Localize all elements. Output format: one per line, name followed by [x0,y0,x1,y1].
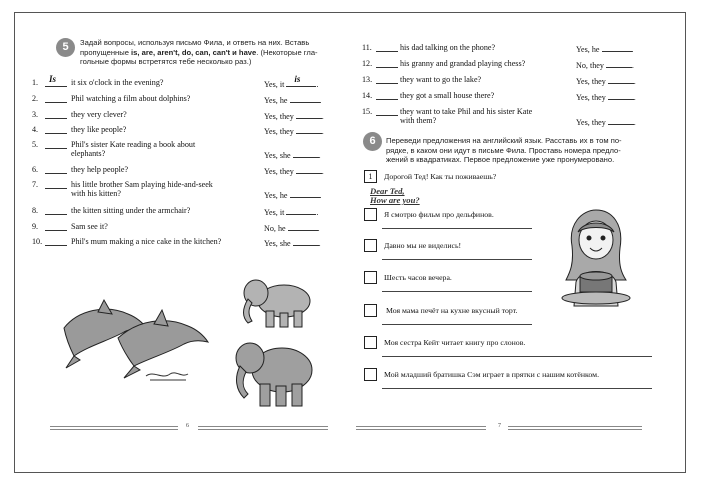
translation-answer-line[interactable] [382,324,532,325]
left-page-number: 6 [186,423,189,429]
item-number: 3. [32,110,39,119]
short-answer-text: Yes, they [576,93,608,102]
item-number: 5. [32,140,39,149]
handwritten-answer-line-1: Dear Ted, [370,186,405,196]
answer-blank[interactable] [608,91,634,100]
short-answer [576,91,636,103]
verb-blank[interactable] [45,206,67,215]
left-item [32,206,332,217]
answer-period: . [633,93,636,102]
right-page-number: 7 [498,423,501,429]
verb-blank[interactable] [45,140,67,149]
right-item [362,43,654,54]
item-number: 15. [362,107,373,116]
item-number: 4. [32,125,39,134]
question-text: his little brother Sam playing hide-and-seek [71,180,213,189]
question-text: Phil's mum making a nice cake in the kitchen? [71,237,222,246]
sentence-number-box[interactable] [364,271,377,284]
left-footer-rule-left-2 [50,429,178,430]
verb-blank[interactable] [45,94,67,103]
short-answer-text: No, they [576,61,606,70]
answer-period: . [319,191,322,200]
right-item [362,91,654,102]
answer-period: . [318,151,321,160]
short-answer-text: No, he [264,224,288,233]
left-item [32,237,332,248]
right-footer-rule-left-2 [356,429,486,430]
item-number: 9. [32,222,39,231]
question-text-continued: with his kitten? [71,189,121,198]
short-answer [264,189,322,201]
answer-blank[interactable] [288,222,318,231]
answer-blank[interactable] [606,59,632,68]
left-item [32,94,332,105]
verb-blank[interactable] [376,91,398,100]
verb-blank[interactable] [376,43,398,52]
answer-period: . [633,118,636,127]
short-answer [264,74,319,90]
sentence-number-box[interactable] [364,368,377,381]
right-footer-rule-left [356,426,486,427]
short-answer-text: Yes, he [264,96,290,105]
answer-blank[interactable] [296,125,322,134]
short-answer-text: Yes, they [576,77,608,86]
russian-sentence: Мой младший братишка Сэм играет в прятки с нашим котёнком. [384,370,600,379]
item-number: 12. [362,59,373,68]
item-number: 10. [32,237,43,246]
answer-blank[interactable] [602,43,632,52]
short-answer [264,149,321,161]
translation-answer-line[interactable] [382,388,652,389]
verb-blank[interactable] [376,59,398,68]
short-answer [576,75,636,87]
short-answer [576,59,634,71]
short-answer [264,125,324,137]
russian-sentence: Давно мы не виделись! [384,241,462,250]
verb-blank[interactable] [45,125,67,134]
sentence-number-box[interactable] [364,208,377,221]
answer-period: . [321,167,324,176]
item-number: 8. [32,206,39,215]
question-text: his granny and grandad playing chess? [400,59,526,68]
short-answer-text: Yes, she [264,151,293,160]
right-item [362,75,654,86]
short-answer [264,222,320,234]
left-item [32,74,332,89]
answer-period: . [318,239,321,248]
right-footer-rule-right-2 [508,429,642,430]
short-answer-text: Yes, they [264,167,296,176]
handwritten-answer-line-2: How are you? [370,195,420,205]
answer-period: . [633,77,636,86]
verb-blank[interactable] [45,180,67,189]
right-footer-rule-right [508,426,642,427]
answer-period: . [316,208,319,217]
answer-blank-fill: is [294,74,301,84]
left-footer-rule-left [50,426,178,427]
question-text: Phil watching a film about dolphins? [71,94,191,103]
verb-blank[interactable] [376,75,398,84]
left-item [32,110,332,121]
translation-answer-line[interactable] [382,228,532,229]
short-answer-text: Yes, he [264,191,290,200]
question-text: they want to go the lake? [400,75,482,84]
short-answer [264,237,321,249]
answer-period: . [316,80,319,89]
left-item [32,180,332,200]
answer-blank[interactable] [293,149,319,158]
answer-period: . [631,45,634,54]
verb-blank[interactable] [45,110,67,119]
item-number: 14. [362,91,373,100]
sentence-number-box[interactable] [364,304,377,317]
translation-answer-line[interactable] [382,259,532,260]
short-answer-text: Yes, they [264,127,296,136]
question-text-continued: with them? [400,116,437,125]
short-answer [264,110,324,122]
first-sentence: Дорогой Тед! Как ты поживаешь? [384,172,497,181]
answer-blank[interactable] [290,189,320,198]
question-text: they like people? [71,125,127,134]
item-number: 7. [32,180,39,189]
question-text-continued: elephants? [71,149,106,158]
question-text: it six o'clock in the evening? [71,78,164,87]
item-number: 6. [32,165,39,174]
answer-period: . [319,96,322,105]
translation-answer-line[interactable] [382,291,532,292]
verb-blank[interactable] [45,237,67,246]
question-text: they got a small house there? [400,91,495,100]
left-footer-rule-right-2 [198,429,328,430]
question-text: Sam see it? [71,222,108,231]
russian-sentence: Моя мама печёт на кухне вкусный торт. [386,306,518,315]
left-item [32,125,332,136]
short-answer-text: Yes, it [264,80,287,89]
verb-blank[interactable] [45,222,67,231]
answer-period: . [321,112,324,121]
left-item [32,140,332,160]
short-answer-text: Yes, they [576,118,608,127]
elephant-large-illustration [230,334,318,414]
question-text: they want to take Phil and his sister Kate [400,107,533,116]
short-answer-text: Yes, he [576,45,602,54]
right-item [362,107,654,127]
short-answer-text: Yes, they [264,112,296,121]
short-answer [264,206,318,218]
translation-answer-line[interactable] [382,356,652,357]
answer-period: . [321,127,324,136]
question-text: they help people? [71,165,129,174]
verb-blank-answer: Is [49,74,57,84]
answer-blank[interactable] [286,74,319,89]
question-text: the kitten sitting under the armchair? [71,206,191,215]
short-answer [576,43,634,55]
russian-sentence: Моя сестра Кейт читает книгу про слонов. [384,338,526,347]
girl-with-cake-illustration [556,206,636,318]
question-text: his dad talking on the phone? [400,43,496,52]
sentence-number-box[interactable] [364,336,377,349]
answer-blank[interactable] [290,94,320,103]
item-number: 13. [362,75,373,84]
short-answer [264,94,322,106]
russian-sentence: Я смотрю фильм про дельфинов. [384,210,494,219]
question-text: Phil's sister Kate reading a book about [71,140,196,149]
exercise-6-instruction: Переведи предложения на английский язык. Расставь их в том по- рядке, в каком они идут в письме Фила. Проставь номера предло- жений в квадратиках. Первое предложение уже пронумеровано. [386,136,622,165]
exercise-5-instruction: Задай вопросы, используя письмо Фила, и ответь на них. Вставь пропущенные is, are, aren't, do, can, can't и have. (Некоторые гла- гольные формы встретятся тебе несколько раз.) [80,38,318,67]
sentence-number-box-1[interactable]: 1 [364,170,377,183]
answer-blank[interactable] [608,75,634,84]
exercise-6-badge: 6 [363,132,382,151]
short-answer [264,165,324,177]
left-item [32,165,332,176]
answer-blank[interactable] [296,165,322,174]
verb-blank[interactable] [45,74,67,87]
short-answer [576,116,636,128]
elephant-small-illustration [236,271,316,331]
answer-blank[interactable] [293,237,319,246]
answer-blank[interactable] [286,206,319,217]
short-answer-text: Yes, she [264,239,293,248]
right-item [362,59,654,70]
verb-blank[interactable] [45,165,67,174]
left-item [32,222,332,233]
exercise-5-badge: 5 [56,38,75,57]
item-number: 2. [32,94,39,103]
answer-blank[interactable] [608,116,634,125]
question-text: they very clever? [71,110,127,119]
short-answer-text: Yes, it [264,208,287,217]
answer-blank[interactable] [296,110,322,119]
answer-period: . [631,61,634,70]
verb-blank[interactable] [376,107,398,116]
answer-period: . [317,224,320,233]
left-footer-rule-right [198,426,328,427]
russian-sentence: Шесть часов вечера. [384,273,452,282]
dolphins-illustration [58,290,218,388]
item-number: 11. [362,43,372,52]
item-number: 1. [32,78,39,87]
sentence-number-box[interactable] [364,239,377,252]
